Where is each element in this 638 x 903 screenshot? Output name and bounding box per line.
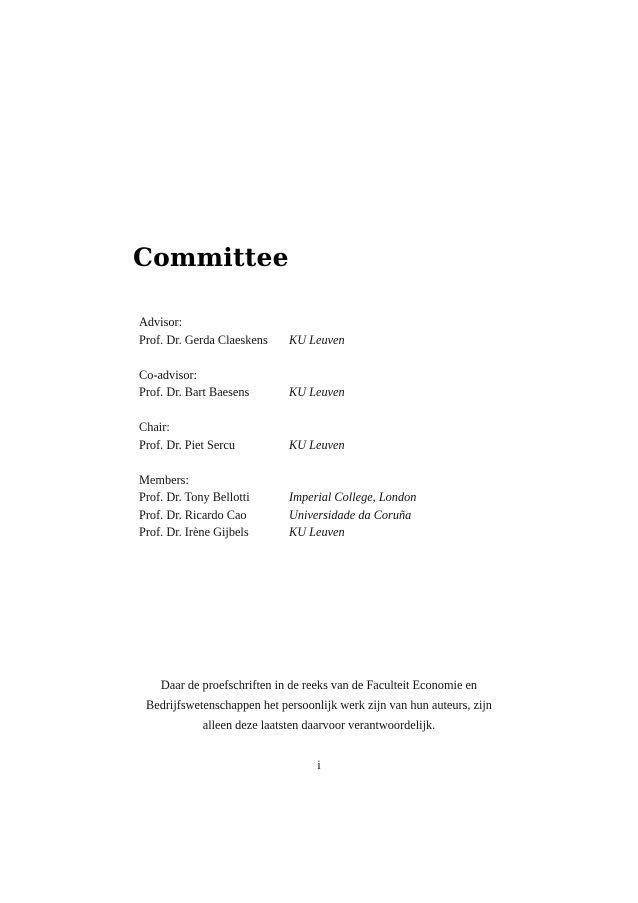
member-name: Prof. Dr. Piet Sercu [139, 437, 235, 452]
member-name: Prof. Dr. Bart Baesens [139, 385, 250, 399]
member-affiliation: Universidade da Coruña [289, 507, 412, 522]
member-affiliation: Imperial College, London [289, 490, 417, 504]
advisor-label: Advisor: [139, 315, 183, 329]
co-advisor-label: Co-advisor: [139, 367, 198, 382]
page-title: Committee [133, 243, 289, 272]
committee-member [139, 437, 519, 455]
chair-group [139, 419, 519, 454]
committee-member [139, 384, 519, 402]
committee-member [139, 507, 519, 525]
page-number: i [317, 758, 321, 772]
chair-label: Chair: [139, 420, 170, 434]
member-name: Prof. Dr. Ricardo Cao [139, 507, 247, 522]
advisor-group [139, 314, 519, 349]
committee-member [139, 332, 519, 350]
members-label: Members: [139, 472, 189, 487]
member-name: Prof. Dr. Tony Bellotti [139, 490, 250, 504]
member-name: Prof. Dr. Irène Gijbels [139, 525, 249, 539]
committee-member [139, 524, 519, 542]
member-affiliation: KU Leuven [289, 525, 345, 539]
responsibility-disclaimer: Daar de proefschriften in de reeks van de Faculteit Economie en Bedrijfswetenschappen het persoonlijk werk zijn van hun auteurs, zijn alleen deze laatsten daarvoor verantwoordelijk. [146, 678, 492, 732]
member-affiliation: KU Leuven [289, 332, 345, 347]
member-name: Prof. Dr. Gerda Claeskens [139, 332, 268, 347]
co-advisor-group [139, 367, 519, 402]
member-affiliation: KU Leuven [289, 437, 345, 452]
committee-list [139, 314, 519, 559]
members-group [139, 472, 519, 542]
committee-member [139, 489, 519, 507]
member-affiliation: KU Leuven [289, 385, 345, 399]
